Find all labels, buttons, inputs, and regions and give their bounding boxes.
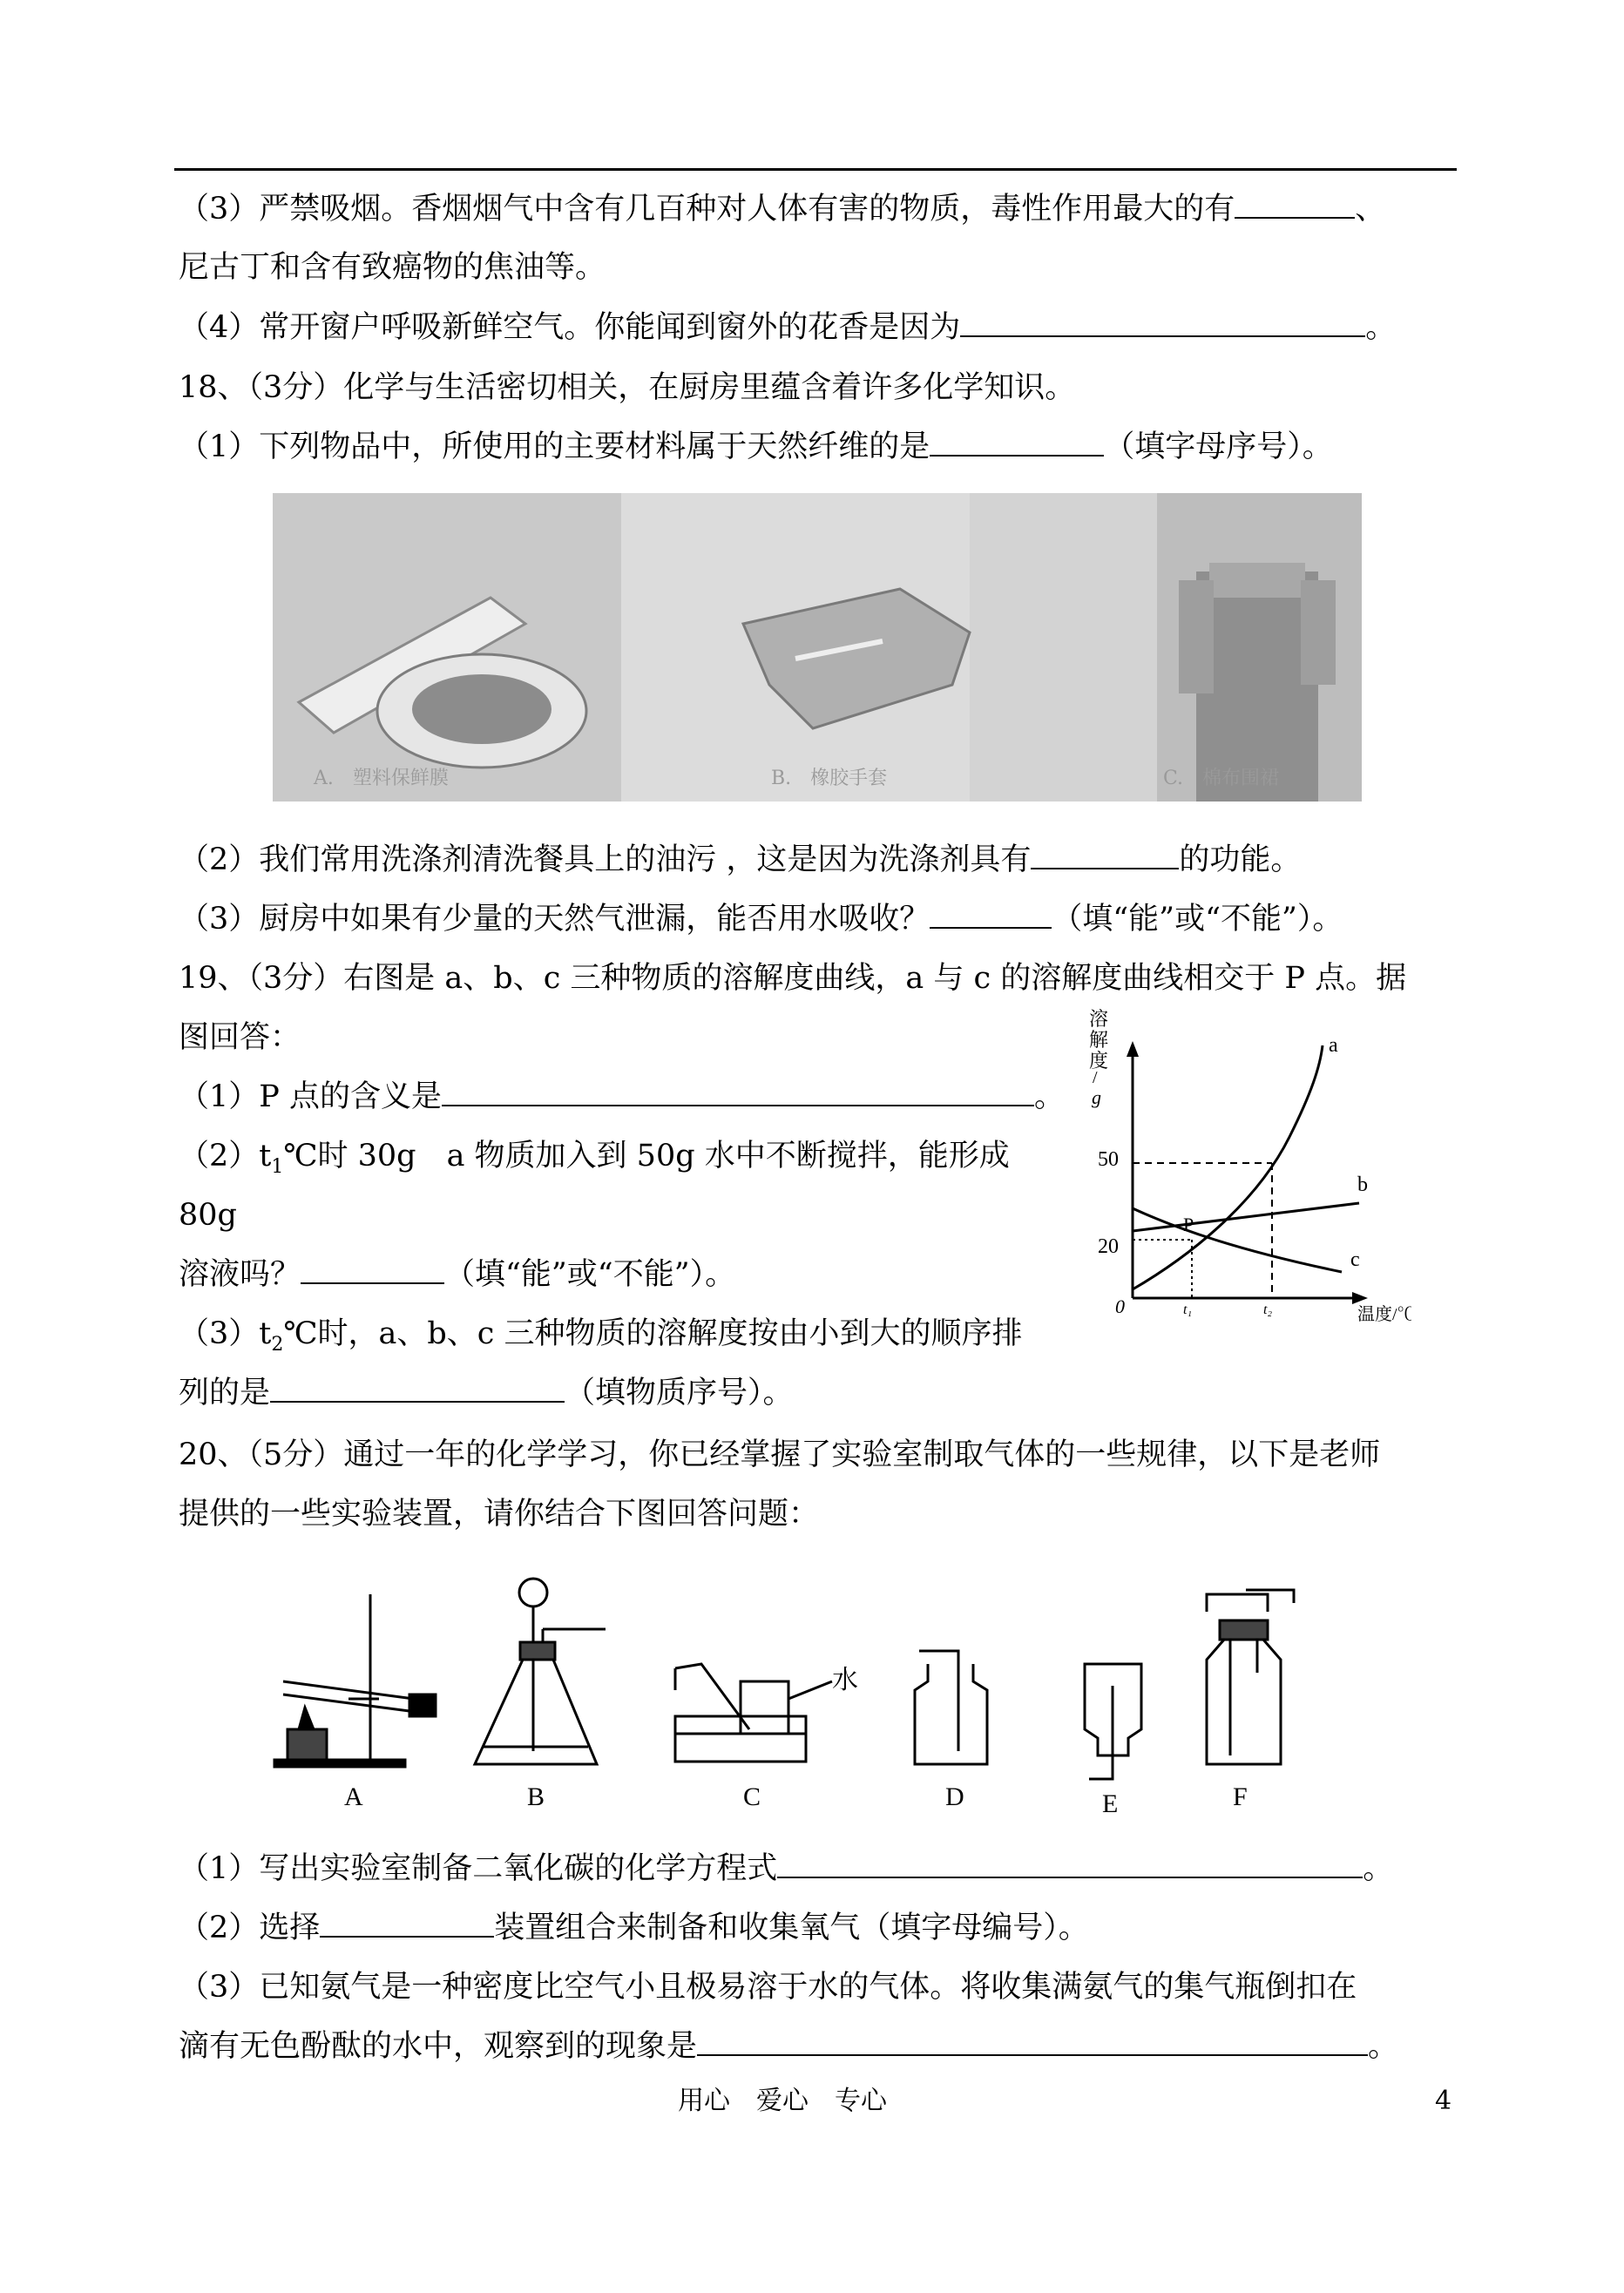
graph-x-arrow — [1352, 1292, 1368, 1304]
q19-l2-sub: 1 — [271, 1156, 284, 1178]
curve-b — [1133, 1203, 1359, 1231]
q18-l2-blank[interactable] — [1031, 840, 1179, 869]
graph-xlabel: 温度/℃ — [1357, 1305, 1411, 1324]
caption-c: C. 棉布围裙 — [1163, 768, 1280, 789]
q19-l1-text: （1）P 点的含义是 — [179, 1079, 442, 1114]
q17-l4-tail: 。 — [1365, 310, 1397, 345]
q19-l3-sub: 2 — [271, 1334, 284, 1356]
q20-l2-tail: 装置组合来制备和收集氧气（填字母编号）。 — [494, 1911, 1089, 1945]
apparatus-b — [475, 1579, 606, 1764]
q19-line1 — [179, 1075, 1065, 1119]
page-number: 4 — [1435, 2086, 1452, 2116]
q19-head2: 图回答： — [179, 1020, 301, 1055]
q20-l3b-text: 滴有无色酚酞的水中，观察到的现象是 — [179, 2029, 698, 2064]
curve-a — [1133, 1045, 1323, 1289]
graph-ylabel-2: 度 — [1089, 1050, 1109, 1072]
q19-l1-blank[interactable] — [442, 1077, 1034, 1106]
graph-ylabel-3: / — [1093, 1068, 1098, 1087]
q20-l3b-blank[interactable] — [697, 2026, 1368, 2056]
point-p-label: P — [1183, 1214, 1194, 1235]
curve-label-c: c — [1350, 1248, 1360, 1271]
q20-l1-blank[interactable] — [777, 1849, 1363, 1878]
q17-l4-blank[interactable] — [960, 308, 1365, 337]
curve-label-b: b — [1357, 1174, 1368, 1196]
q20-head: 20、（5分）通过一年的化学学习，你已经掌握了实验室制取气体的一些规律，以下是老师 — [179, 1437, 1381, 1472]
q19-line2 — [179, 1134, 1010, 1189]
q18-l1-text: （1）下列物品中，所使用的主要材料属于天然纤维的是 — [179, 430, 930, 464]
q17-l4-text: （4）常开窗户呼吸新鲜空气。你能闻到窗外的花香是因为 — [179, 310, 961, 345]
header-rule — [174, 168, 1457, 171]
q19-l2c-tail: （填“能”或“不能”）。 — [444, 1257, 736, 1292]
q20-line3b — [179, 2025, 1398, 2068]
kitchen-items-photo — [273, 493, 1362, 802]
apparatus-a — [274, 1594, 436, 1767]
q19-head: 19、（3分）右图是 a、b、c 三种物质的溶解度曲线，a 与 c 的溶解度曲线相交于 P 点。据 — [179, 961, 1407, 996]
q19-l2c-text: 溶液吗？ — [179, 1257, 301, 1292]
apparatus-label-b: B — [527, 1782, 545, 1811]
q18-l1-blank[interactable] — [930, 427, 1104, 457]
solubility-graph — [1080, 1006, 1411, 1342]
q18-l3-text: （3）厨房中如果有少量的天然气泄漏，能否用水吸收？ — [179, 902, 930, 937]
q19-line2b: 80g — [179, 1198, 237, 1233]
caption-b: B. 橡胶手套 — [771, 768, 888, 789]
apparatus-label-c: C — [743, 1782, 761, 1811]
graph-ylabel-4: g — [1092, 1086, 1101, 1108]
footer-motto: 用心 爱心 专心 — [678, 2086, 887, 2116]
q19-l2-pre: （2）t — [179, 1139, 272, 1174]
graph-ylabel-1: 解 — [1089, 1029, 1109, 1051]
q20-line3: （3）已知氨气是一种密度比空气小且极易溶于水的气体。将收集满氨气的集气瓶倒扣在 — [179, 1970, 1357, 2005]
q18-line2 — [179, 838, 1301, 882]
q19-l2-post: ℃时 30g a 物质加入到 50g 水中不断搅拌，能形成 — [283, 1139, 1010, 1174]
graph-ylabel-0: 溶 — [1089, 1008, 1109, 1030]
apparatus-label-f: F — [1233, 1782, 1248, 1811]
q19-l3-post: ℃时，a、b、c 三种物质的溶解度按由小到大的顺序排 — [283, 1316, 1023, 1351]
apparatus-d — [915, 1651, 987, 1764]
caption-a: A. 塑料保鲜膜 — [314, 768, 449, 789]
q20-l1-text: （1）写出实验室制备二氧化碳的化学方程式 — [179, 1851, 778, 1886]
q18-l2-tail: 的功能。 — [1179, 842, 1302, 877]
apparatus-label-a: A — [344, 1782, 363, 1811]
q19-l3b-text: 列的是 — [179, 1376, 271, 1410]
q17-line3 — [179, 187, 1385, 231]
q19-l1-tail: 。 — [1033, 1079, 1065, 1114]
apparatus-label-e: E — [1102, 1789, 1119, 1812]
apparatus-c — [675, 1664, 832, 1762]
q20-l1-tail: 。 — [1363, 1851, 1394, 1886]
q17-l3-tail: 、 — [1355, 192, 1386, 227]
q20-l2-text: （2）选择 — [179, 1911, 321, 1945]
q18-l3-tail: （填“能”或“不能”）。 — [1052, 902, 1343, 937]
q17-line4 — [179, 306, 1396, 349]
q19-l3b-tail: （填物质序号）。 — [565, 1376, 794, 1410]
q18-l1-tail: （填字母序号）。 — [1104, 430, 1333, 464]
q20-l2-blank[interactable] — [320, 1908, 494, 1938]
q19-l3-pre: （3）t — [179, 1316, 272, 1351]
lab-apparatus-figure — [266, 1577, 1363, 1812]
curve-label-a: a — [1329, 1034, 1338, 1057]
q19-line3 — [179, 1312, 1023, 1367]
graph-xtick-t1: t₁ — [1183, 1302, 1193, 1317]
graph-y-arrow — [1127, 1041, 1139, 1057]
apparatus-label-d: D — [945, 1782, 964, 1811]
apparatus-f — [1207, 1590, 1294, 1764]
q20-head2: 提供的一些实验装置，请你结合下图回答问题： — [179, 1497, 820, 1532]
q18-head: 18、（3分）化学与生活密切相关，在厨房里蕴含着许多化学知识。 — [179, 370, 1076, 405]
q19-line2c — [179, 1253, 735, 1296]
q17-line3b: 尼古丁和含有致癌物的焦油等。 — [179, 250, 606, 285]
q19-l2c-blank[interactable] — [301, 1255, 444, 1284]
graph-xtick-t2: t₂ — [1263, 1302, 1273, 1317]
apparatus-water-label: 水 — [832, 1666, 858, 1694]
q20-l3b-tail: 。 — [1368, 2029, 1399, 2064]
q18-line1 — [179, 425, 1333, 469]
graph-ytick-50: 50 — [1098, 1148, 1119, 1171]
graph-ytick-20: 20 — [1098, 1235, 1119, 1258]
q18-l2-text: （2）我们常用洗涤剂清洗餐具上的油污 ，这是因为洗涤剂具有 — [179, 842, 1032, 877]
q19-line3b — [179, 1371, 794, 1415]
q20-line1 — [179, 1847, 1393, 1891]
q17-l3-blank[interactable] — [1235, 189, 1355, 219]
apparatus-e — [1085, 1664, 1141, 1779]
q17-l3-text: （3）严禁吸烟。香烟烟气中含有几百种对人体有害的物质，毒性作用最大的有 — [179, 192, 1235, 227]
q19-l3b-blank[interactable] — [270, 1373, 565, 1403]
graph-origin: 0 — [1115, 1295, 1125, 1317]
q18-l3-blank[interactable] — [930, 899, 1052, 929]
q18-line3 — [179, 897, 1343, 941]
q20-line2 — [179, 1906, 1089, 1950]
